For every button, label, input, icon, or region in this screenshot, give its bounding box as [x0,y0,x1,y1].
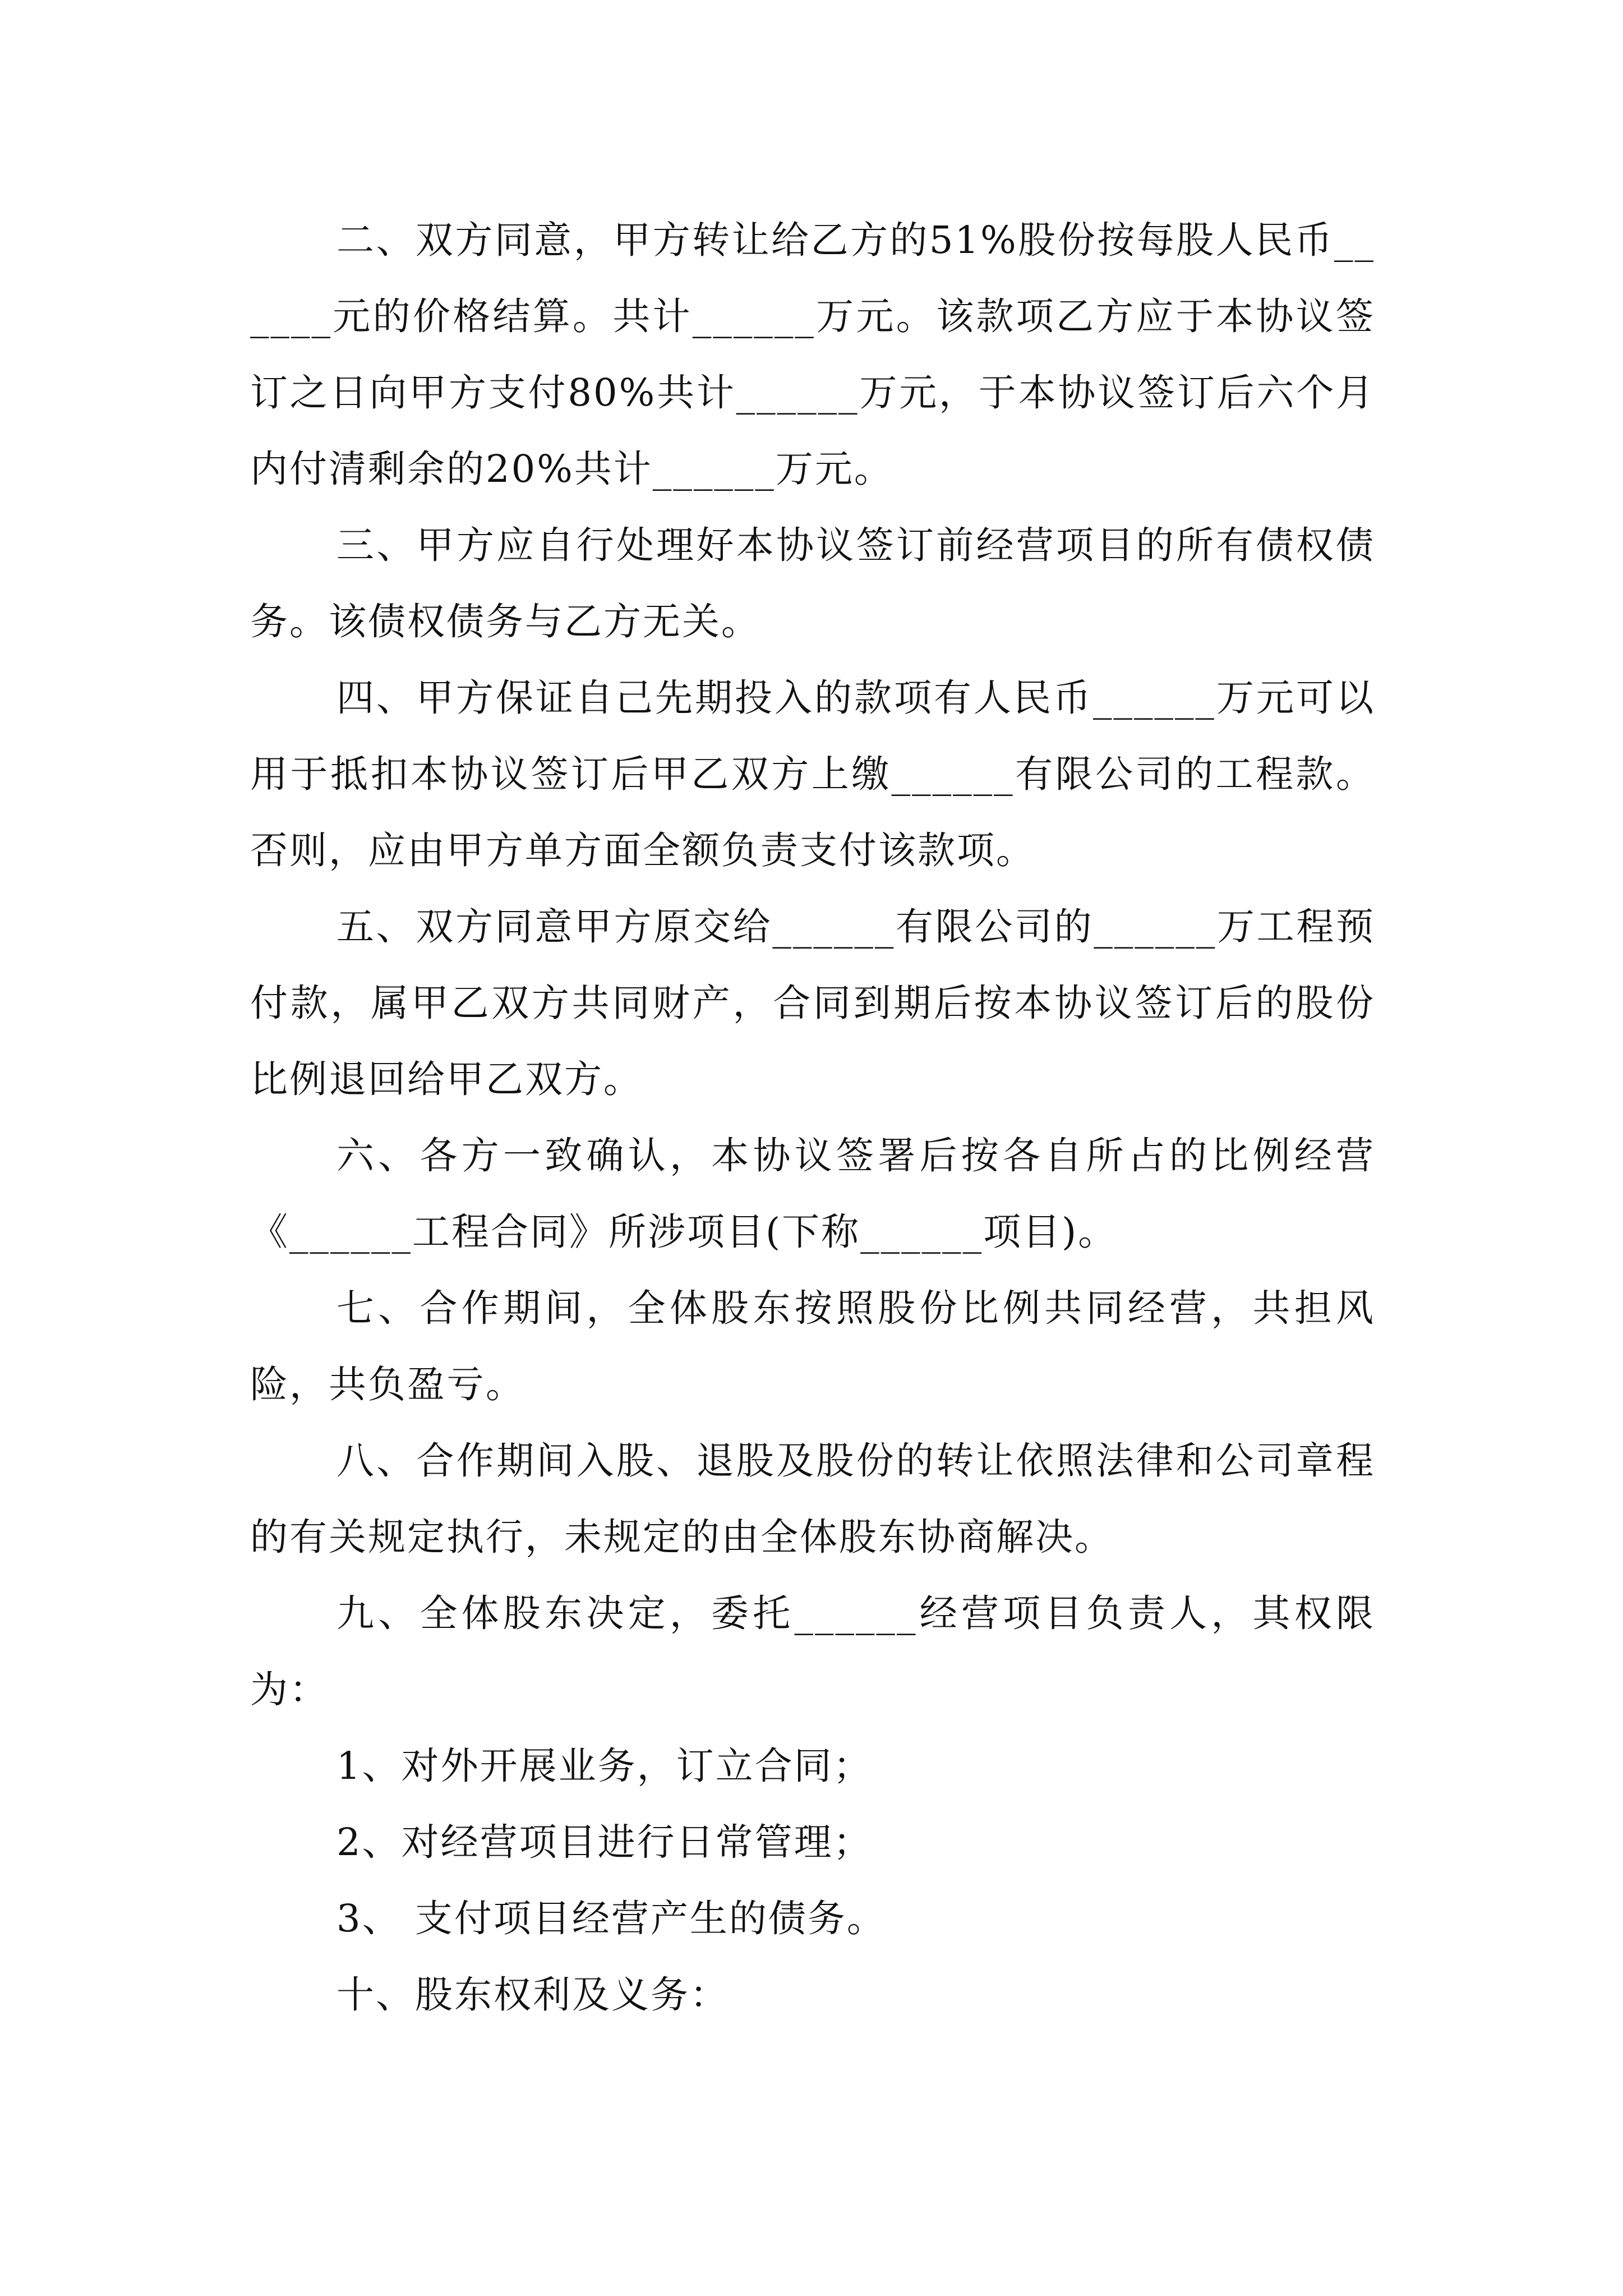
clause-9-item-1: 1、对外开展业务，订立合同； [336,1744,873,1788]
clause-9-item-2: 2、对经营项目进行日常管理； [336,1820,873,1864]
clause-4-prior-investment: 四、甲方保证自己先期投入的款项有人民币______万元可以用于抵扣本协议签订后甲乙双方上缴______有限公司的工程款。否则，应由甲方单方面全额负责支付该款项。 [250,676,1375,872]
clause-10-heading: 十、股东权利及义务： [336,1973,729,2017]
clause-8-share-transfer: 八、合作期间入股、退股及股份的转让依照法律和公司章程的有关规定执行，未规定的由全体股东协商解决。 [250,1439,1375,1559]
clause-3-debts: 三、甲方应自行处理好本协议签订前经营项目的所有债权债务。该债权债务与乙方无关。 [250,523,1375,643]
clause-7-cooperation: 七、合作期间，全体股东按照股份比例共同经营，共担风险，共负盈亏。 [250,1286,1375,1406]
document-body [250,202,1375,2033]
clause-2-price-settlement: 二、双方同意，甲方转让给乙方的51%股份按每股人民币______元的价格结算。共计______万元。该款项乙方应于本协议签订之日向甲方支付80%共计______万元，于本协议签订后六个月内付清剩余的20%共计______万元。 [250,218,1375,491]
clause-9-item-3: 3、 支付项目经营产生的债务。 [336,1897,886,1940]
clause-5-prepayment: 五、双方同意甲方原交给______有限公司的______万工程预付款，属甲乙双方共同财产，合同到期后按本协议签订后的股份比例退回给甲乙双方。 [250,905,1375,1101]
clause-9-project-manager: 九、全体股东决定，委托______经营项目负责人，其权限为： [250,1591,1375,1711]
clause-6-operation-ratio: 六、各方一致确认，本协议签署后按各自所占的比例经营《______工程合同》所涉项目(下称______项目)。 [250,1134,1375,1254]
